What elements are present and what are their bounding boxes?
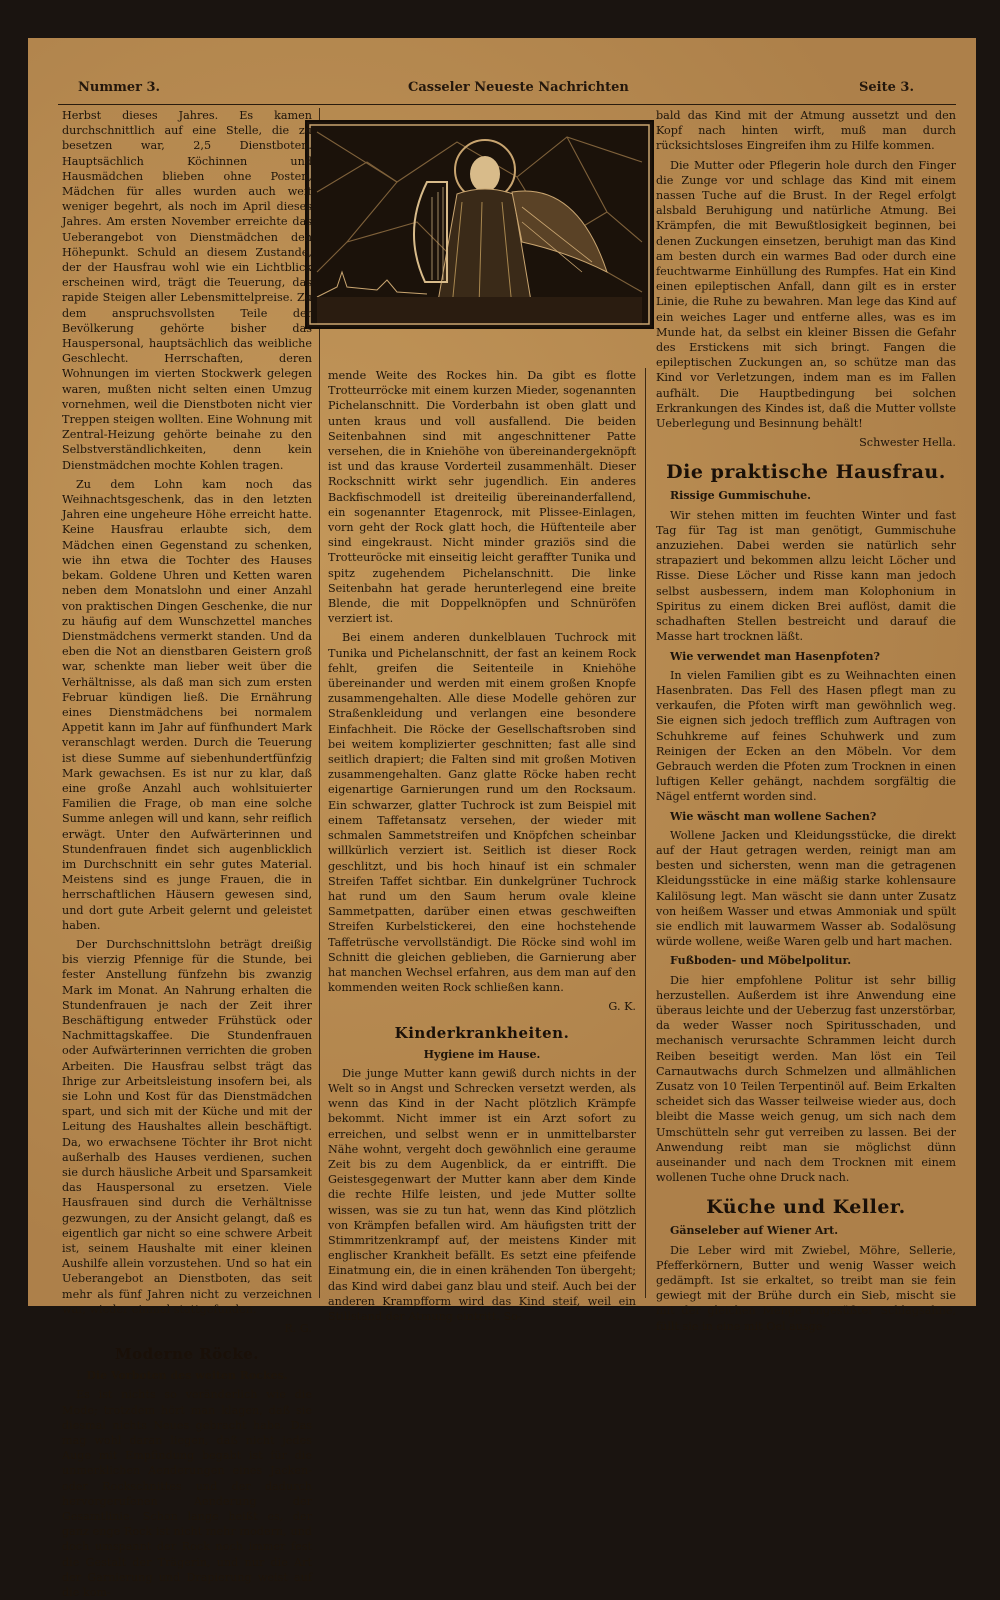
- kinderkrankheiten-continuation: bald das Kind mit der Atmung aussetzt und den Kopf nach hinten wirft, muß man durch rücksichtsloses Eingreifen ihm zu Hilfe kommen.: [656, 109, 956, 153]
- politur-text: Die hier empfohlene Politur ist sehr billig herzustellen. Außerdem ist ihre Anwendung eine überaus leichte und der Ueberzug fast unzerstörbar, da weder Wasser noch Spiritusschaden, und mechanisch verursachte Schrammen leicht durch Reiben beseitigt werden. Man löst ein Teil Carnautwachs durch Schmelzen und allmählichen Zusatz von 10 Teilen Terpentinöl auf. Beim Erkalten scheidet sich das Wasser teilweise wieder aus, doch bleibt die Masse weich genug, um sich nach dem Umschütteln sehr gut verreiben zu lassen. Bei der Anwendung reibt man sie möglichst dünn auseinander und nach dem Trocknen mit einem wollenen Tuche ohne Druck nach.: [656, 973, 956, 1185]
- issue-number: Nummer 3.: [78, 80, 161, 95]
- newspaper-title: Casseler Neueste Nachrichten: [408, 80, 629, 95]
- hasenpfoten-subheading: Wie verwendet man Hasenpfoten?: [670, 649, 881, 663]
- article-paragraph: Herbst dieses Jahres. Es kamen durchschnittlich auf eine Stelle, die zu besetzen war, 2,5 Dienstboten. Hauptsächlich Köchinnen und Hausmädchen blieben ohne Posten, Mädchen für alles wurden auch weit weniger begehrt, als noch im April dieses Jahres. Am ersten November erreichte das Ueberangebot von Dienstmädchen den Höhepunkt. Schuld an diesem Zustande, der der Hausfrau wohl wie ein Lichtblick erscheinen wird, trägt die Teuerung, das rapide Steigen aller Lebensmittelpreise. Zu dem anspruchsvollsten Teile der Bevölkerung gehörte bisher das Hauspersonal, hauptsächlich das weibliche Geschlecht. Herrschaften, deren Wohnungen im vierten Stockwerk gelegen waren, mußten nicht selten einen Umzug vornehmen, weil die Dienstboten nicht vier Treppen steigen wollten. Eine Wohnung mit Zentral-Heizung gehörte beinahe zu den Selbstverständlichkeiten, denn kein Dienstmädchen mochte Kohlen tragen.: [62, 109, 312, 472]
- page-header: [28, 76, 976, 104]
- column-3: [656, 108, 956, 1333]
- moderne-roecke-continuation-2: Bei einem anderen dunkelblauen Tuchrock mit Tunika und Pichelanschnitt, der fast an keinem Rock fehlt, greifen die Seitenteile in Kniehöhe übereinander und werden mit einem großen Knopfe zusammengehalten. Alle diese Modelle gehören zur Straßenkleidung und verlangen eine besondere Einfachheit. Die Röcke der Gesellschaftsroben sind bei weitem komplizierter geschnitten; fast alle sind seitlich drapiert; die Falten sind mit großen Motiven zusammengehalten. Ganz glatte Röcke haben recht eigenartige Garnierungen rund um den Rocksaum. Ein schwarzer, glatter Tuchrock ist zum Beispiel mit einem Taffetansatz versehen, der wieder mit schmalen Sammetstreifen und Knöpfchen scheinbar willkürlich verziert ist. Seitlich ist dieser Rock geschlitzt, und bis hoch hinauf ist ein schmaler Streifen Taffet sichtbar. Ein dunkelgrüner Tuchrock hat rund um den Saum herum ovale kleine Sammetpatten, darüber einen etwas geschweiften Streifen Kurbelstickerei, den eine hochstehende Taffetrüsche vervollständigt. Die Röcke sind wohl im Schnitt die gleichen geblieben, die Garnierung aber hat manchen Wechsel erfahren, aus dem man auf den kommenden weiten Rock schließen kann.: [328, 631, 636, 995]
- kinderkrankheiten-signature: Schwester Hella.: [859, 436, 956, 450]
- rissige-gummischuhe-subheading: Rissige Gummischuhe.: [670, 489, 811, 503]
- newspaper-page: [28, 38, 976, 1600]
- kinderkrankheiten-headline: Kinderkrankheiten.: [394, 1023, 570, 1042]
- column-1: [62, 108, 312, 1600]
- moderne-roecke-subheading: Die Vorboten des weiten Rockes.: [86, 1369, 288, 1383]
- gaenseleber-subheading: Gänseleber auf Wiener Art.: [670, 1224, 839, 1238]
- rissige-gummischuhe-text: Wir stehen mitten im feuchten Winter und fast Tag für Tag ist man genötigt, Gummischuhe anzuziehen. Dabei werden sie natürlich sehr strapaziert und bekommen allzu leicht Löcher und Risse. Diese Löcher und Risse kann man jedoch selbst ausbessern, indem man Kolophonium in Spiritus zu einem dicken Brei auflöst, damit die schadhaften Stellen bestreicht und darauf die Masse hart trocknen läßt.: [656, 508, 956, 644]
- moderne-roecke-text: Es ist nichts so veränderlich wie die Mode; trotzdem hört man klagen, daß sie diesmal nichts Neues gebracht habe. Das mag wohl daran liegen, daß nicht jedes Auge mit Empfindung begabt ist für die unmerklichen Aenderungen eines Jacken- oder Rockschnittes und der dadurch hervorgerufenen Aenderung der Gesamtlinie. Schon lange heißt es, der ganz enge Rock ist nicht mehr modern, und doch umspannt der Rock noch immer fest die Gestalt der Trägerin, und nur die Art der Garnierung und Drapierung weist auf die kom-: [62, 1388, 312, 1600]
- kinderkrankheiten-text: Die junge Mutter kann gewiß durch nichts in der Welt so in Angst und Schrecken versetzt werden, als wenn das Kind in der Nacht plötzlich Krämpfe bekommt. Nicht immer ist ein Arzt sofort zu erreichen, und selbst wenn er in unmittelbarster Nähe wohnt, vergeht doch gewöhnlich eine geraume Zeit bis zu dem Augenblick, da er eintrifft. Die Geistesgegenwart der Mutter kann aber dem Kinde die rechte Hilfe leisten, und jede Mutter sollte wissen, was sie zu tun hat, wenn das Kind plötzlich von Krämpfen befallen wird. Am häufigsten tritt der Stimmritzenkrampf auf, der meistens Kinder mit englischer Krankheit befällt. Es setzt eine pfeifende Einatmung ein, die in einen krähenden Ton übergeht; das Kind wird dabei ganz blau und steif. Auch bei der anderen Krampfform wird das Kind steif, weil ein Stillstand der Atmung eintritt. So-: [328, 1066, 636, 1323]
- kueche-keller-headline: Küche und Keller.: [706, 1196, 906, 1219]
- moderne-roecke-continuation: mende Weite des Rockes hin. Da gibt es flotte Trotteurröcke mit einem kurzen Mieder, sogenannten Pichelanschnitt. Die Vorderbahn ist oben glatt und unten kraus und voll ausfallend. Die beiden Seitenbahnen sind mit angeschnittener Patte versehen, die in Kniehöhe von übereinandergeknöpft ist und das krause Vorderteil zusammenhält. Dieser Rockschnitt wirkt sehr jugendlich. Ein anderes Backfischmodell ist dreiteilig übereinanderfallend, ein sogenannter Etagenrock, mit Plissee-Einlagen, vorn geht der Rock glatt hoch, die Hüftenteile aber sind eingekraust. Nicht minder graziös sind die Trotteuröcke mit einseitig leicht geraffter Tunika und spitz zugehendem Pichelanschnitt. Die linke Seitenbahn hat gerade herunterlegend eine breite Blende, die mit Doppelknöpfen und Schnüröfen verziert ist.: [328, 369, 636, 626]
- header-rule: [58, 104, 956, 105]
- wollene-sachen-subheading: Wie wäscht man wollene Sachen?: [670, 809, 877, 823]
- column-divider-2: [645, 368, 646, 1298]
- gaenseleber-text: Die Leber wird mit Zwiebel, Möhre, Sellerie, Pfefferkörnern, Butter und wenig Wasser weich gedämpft. Ist sie erkaltet, so treibt man sie fein gewiegt mit der Brühe durch ein Sieb, mischt sie mit der gleichen Menge ungesüßter Schlagsahne, füllt sie in eine mit Oel ausge-: [656, 1243, 956, 1333]
- kinderkrankheiten-continuation-2: Die Mutter oder Pflegerin hole durch den Finger die Zunge vor und schlage das Kind mit einem nassen Tuche auf die Brust. In der Regel erfolgt alsbald Beruhigung und natürliche Atmung. Bei Krämpfen, die mit Bewußtlosigkeit beginnen, bei denen Zuckungen einsetzen, beruhigt man das Kind am besten durch ein warmes Bad oder durch eine feuchtwarme Einhüllung des Rumpfes. Hat ein Kind einen epileptischen Anfall, dann gilt es in erster Linie, die Ruhe zu bewahren. Man lege das Kind auf ein weiches Lager und entferne alles, was es im Munde hat, da selbst ein kleiner Bissen die Gefahr des Erstickens mit sich bringt. Fangen die epileptischen Zuckungen an, so schütze man das Kind vor Verletzungen, indem man es im Fallen aufhält. Die Hauptbedingung bei solchen Erkrankungen des Kindes ist, daß die Mutter vollste Ueberlegung und Besinnung behält!: [656, 158, 956, 431]
- angel-illustration: [305, 120, 654, 329]
- hasenpfoten-text: In vielen Familien gibt es zu Weihnachten einen Hasenbraten. Das Fell des Hasen pflegt man zu verkaufen, die Pfoten wirft man gewöhnlich weg. Sie eignen sich jedoch trefflich zum Auftragen von Schuhkreme auf feines Schuhwerk und zum Reinigen der Ecken an den Möbeln. Vor dem Gebrauch werden die Pfoten zum Trocknen in einen luftigen Keller gehängt, nachdem sorgfältig die Nägel entfernt worden sind.: [656, 668, 956, 804]
- page-number: Seite 3.: [859, 80, 914, 95]
- column-2: [328, 368, 636, 1323]
- moderne-roecke-signature: G. K.: [608, 1000, 636, 1014]
- moderne-roecke-headline: Moderne Röcke.: [115, 1345, 259, 1364]
- politur-subheading: Fußboden- und Möbelpolitur.: [670, 954, 852, 968]
- angel-illustration-svg: [307, 122, 652, 327]
- praktische-hausfrau-headline: Die praktische Hausfrau.: [666, 461, 946, 484]
- article-signature: R. G.: [284, 1322, 312, 1336]
- article-paragraph: Zu dem Lohn kam noch das Weihnachtsgeschenk, das in den letzten Jahren eine ungeheure Höhe erreicht hatte. Keine Hausfrau erlaubte sich, dem Mädchen einen Gegenstand zu schenken, wie ihn etwa die Tochter des Hauses bekam. Goldene Uhren und Ketten waren neben dem Monatslohn und einer Anzahl von praktischen Dingen Geschenke, die nur zu häufig auf dem Wunschzettel manches Dienstmädchens vermerkt standen. Und da eben die Not an dienstbaren Geistern groß war, schenkte man lieber weit über die Verhältnisse, als daß man sich zum ersten Februar kündigen ließ. Die Ernährung eines Dienstmädchens bei normalem Appetit kann im Jahr auf fünfhundert Mark veranschlagt werden. Durch die Teuerung ist diese Summe auf siebenhundertfünfzig Mark gewachsen. Es ist nur zu klar, daß eine große Anzahl auch wohlsituierter Familien die Frage, ob man eine solche Summe anlegen will und kann, sehr reiflich erwägt. Unter den Aufwärterinnen und Stundenfrauen findet sich augenblicklich im Durchschnitt ein sehr gutes Material. Meistens sind es junge Frauen, die in herrschaftlichen Häusern gewesen sind, und dort gute Arbeit gelernt und geleistet haben.: [62, 477, 312, 932]
- article-paragraph: Der Durchschnittslohn beträgt dreißig bis vierzig Pfennige für die Stunde, bei fester Anstellung fünfzehn bis zwanzig Mark im Monat. An Nahrung erhalten die Stundenfrauen je nach der Zeit ihrer Beschäftigung entweder Frühstück oder Nachmittagskaffee. Die Stundenfrauen oder Aufwärterinnen verrichten die groben Arbeiten. Die Hausfrau selbst trägt das Ihrige zur Arbeitsleistung insofern bei, als sie Lohn und Kost für das Dienstmädchen spart, und sich mit der Küche und mit der Leitung des Haushaltes allein beschäftigt. Da, wo erwachsene Töchter ihr Brot nicht außerhalb des Hauses verdienen, suchen sie durch häusliche Arbeit und Sparsamkeit das Hauspersonal zu ersetzen. Viele Hausfrauen sind durch die Verhältnisse gezwungen, zu der Ansicht gelangt, daß es eigentlich gar nicht so eine schwere Arbeit ist, seinem Haushalte mit einer kleinen Aushilfe allein vorzustehen. Und so hat ein Ueberangebot an Dienstboten, das seit mehr als fünf Jahren nicht zu verzeichnen war, wieder einmal stattgefunden.: [62, 937, 312, 1316]
- wollene-sachen-text: Wollene Jacken und Kleidungsstücke, die direkt auf der Haut getragen werden, reinigt man am besten und sichersten, wenn man die getragenen Kleidungsstücke in eine mäßig starke kohlensaure Kalilösung legt. Man wäscht sie dann unter Zusatz von heißem Wasser und etwas Ammoniak und spült sie endlich mit lauwarmem Wasser ab. Sodalösung würde wollene, weiße Waren gelb und hart machen.: [656, 828, 956, 949]
- kinderkrankheiten-subheading: Hygiene im Hause.: [423, 1047, 541, 1061]
